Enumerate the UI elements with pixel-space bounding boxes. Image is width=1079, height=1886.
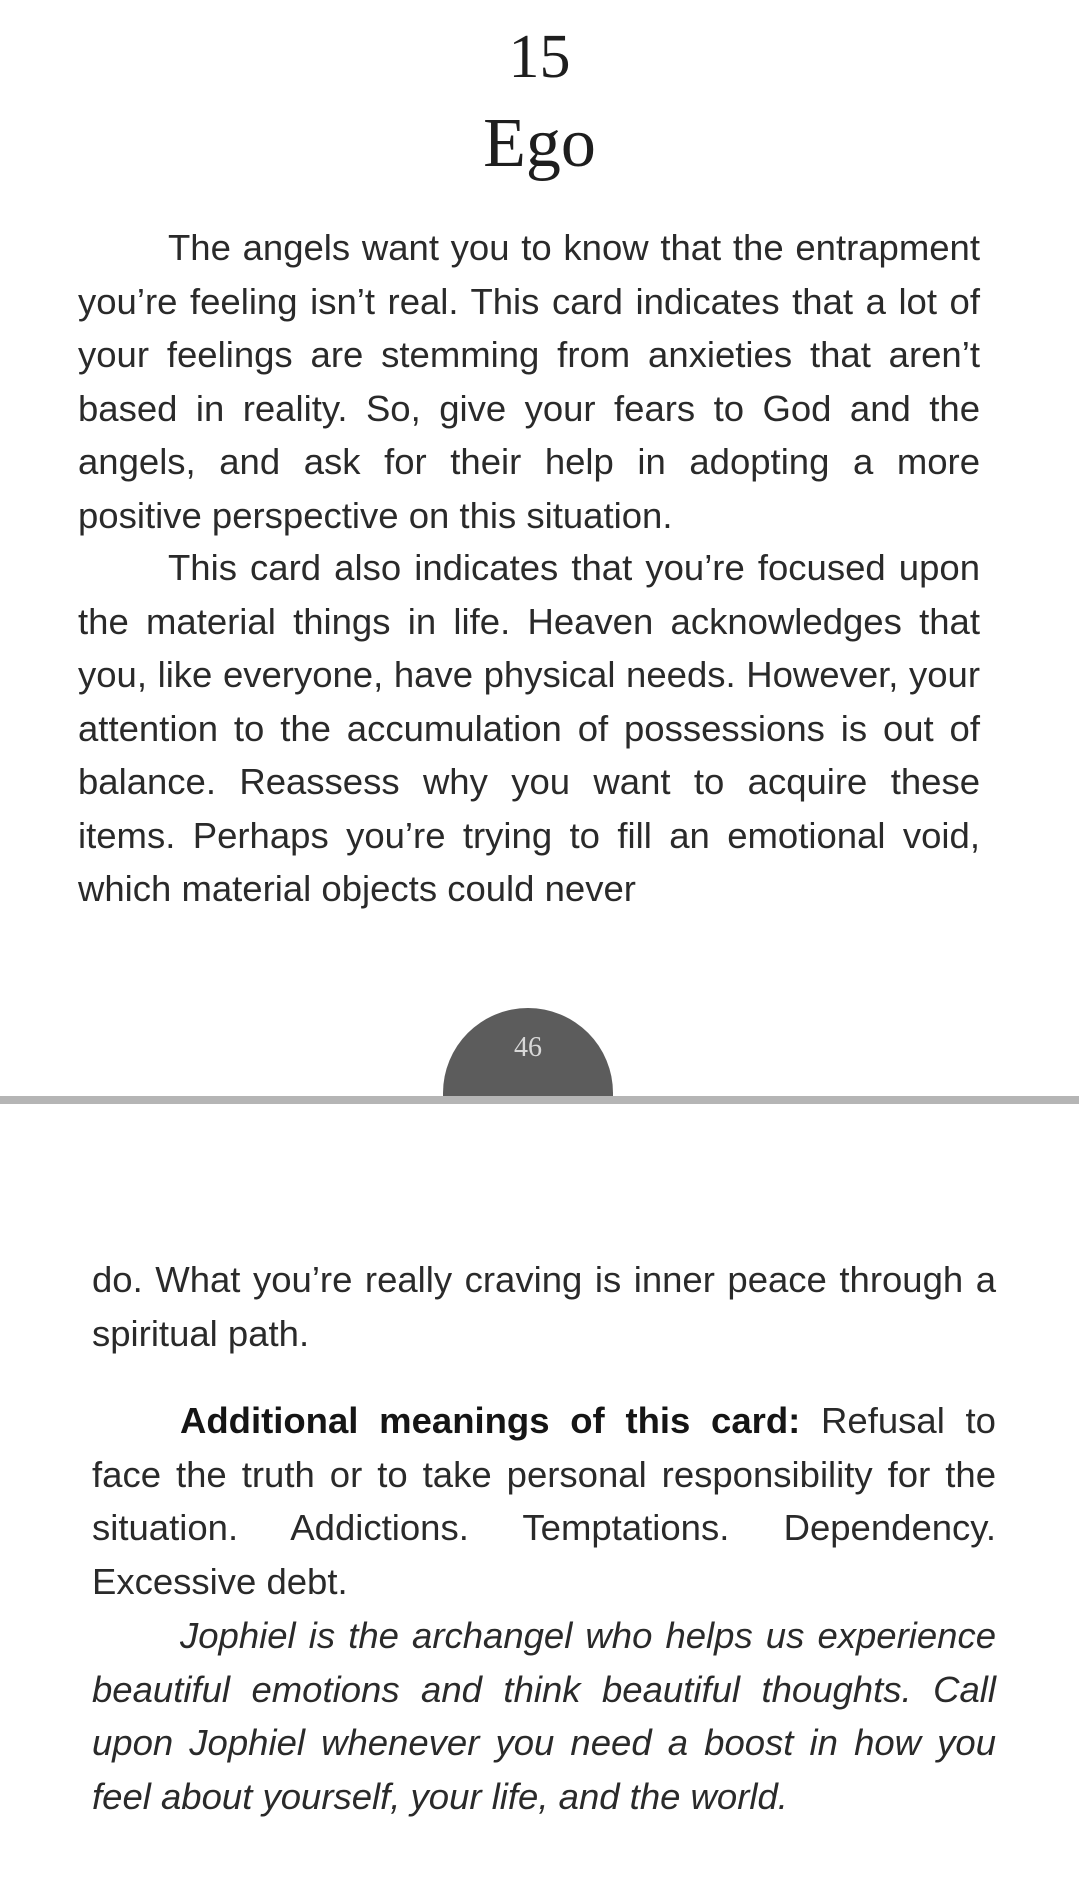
additional-meanings-paragraph [92, 1394, 996, 1608]
additional-meanings-text: Refusal to face the truth or to take personal responsibility for the situation. Addictions. Temptations. Dependency. Excessive debt. [92, 1400, 996, 1602]
bottom-page [0, 1104, 1079, 1886]
page-number-tab [443, 1008, 613, 1096]
additional-meanings-label: Additional meanings of this card: [180, 1400, 801, 1441]
archangel-note: Jophiel is the archangel who helps us experience beautiful emotions and think beautiful thoughts. Call upon Jophiel whenever you need a boost in how you feel about yourself, your life, and the world. [92, 1615, 996, 1817]
card-number: 15 [508, 23, 571, 91]
page-number: 46 [514, 1032, 542, 1063]
card-title: Ego [483, 105, 596, 182]
card-description-paragraph: The angels want you to know that the entrapment you’re feeling isn’t real. This card indicates that a lot of your feelings are stemming from anxieties that aren’t based in reality. So, give your fears to God and the angels, and ask for their help in adopting a more positive perspective on this situation. [78, 227, 980, 536]
material-things-paragraph: This card also indicates that you’re focused upon the material things in life. Heaven acknowledges that you, like everyone, have physical needs. However, your attention to the accumulation of possessions is out of balance. Reassess why you want to acquire these items. Perhaps you’re trying to fill an emotional void, which material objects could never [78, 547, 980, 909]
page-divider [0, 1096, 1079, 1104]
continued-paragraph: do. What you’re really craving is inner peace through a spiritual path. [92, 1259, 996, 1354]
